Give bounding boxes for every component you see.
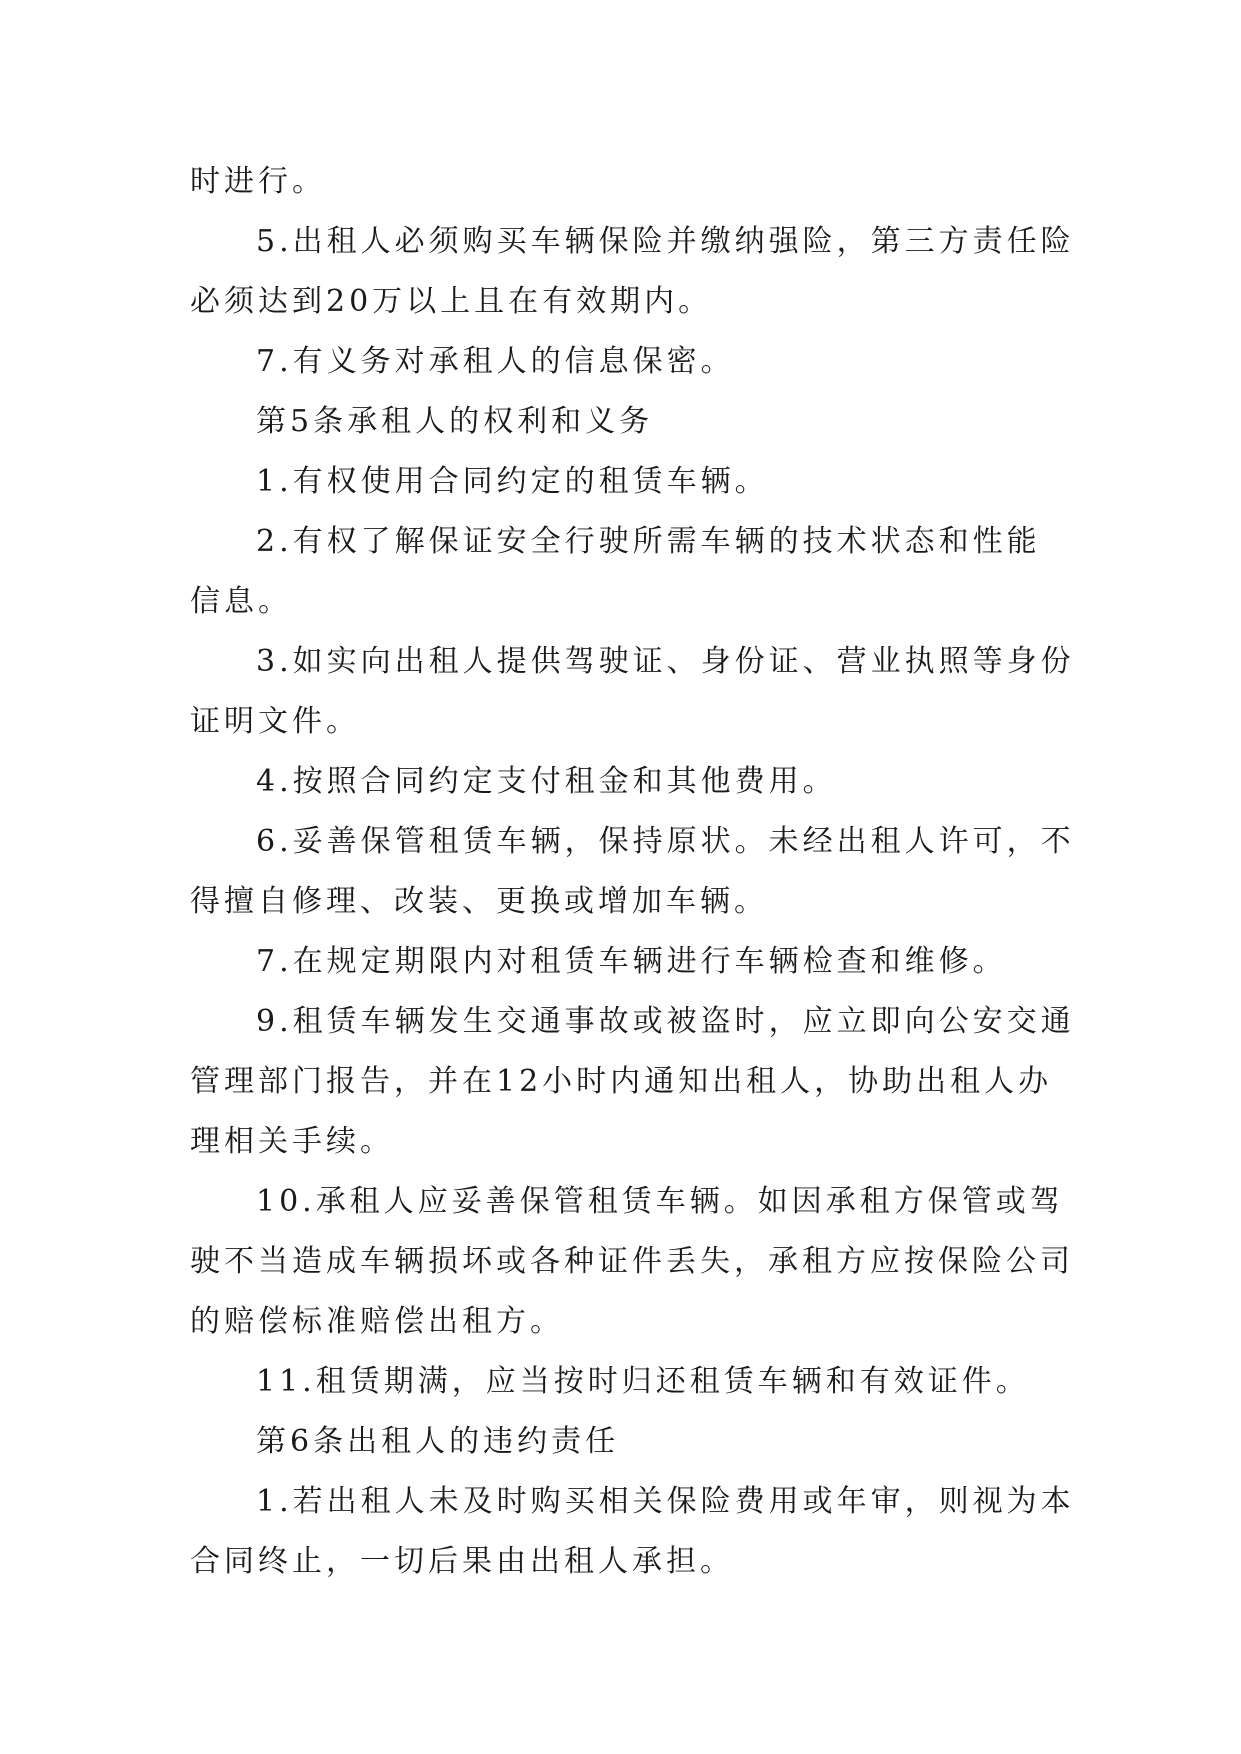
- text-line: 驶不当造成车辆损坏或各种证件丢失，承租方应按保险公司: [190, 1244, 1074, 1279]
- document-body: [190, 152, 1075, 1592]
- text-line: 5.出租人必须购买车辆保险并缴纳强险，第三方责任险: [256, 224, 1075, 259]
- text-line: 11.租赁期满，应当按时归还租赁车辆和有效证件。: [256, 1364, 1030, 1399]
- text-line: 4.按照合同约定支付租金和其他费用。: [256, 764, 837, 799]
- text-line: 7.有义务对承租人的信息保密。: [256, 344, 735, 379]
- text-line: 9.租赁车辆发生交通事故或被盗时，应立即向公安交通: [256, 1004, 1075, 1039]
- text-line: 7.在规定期限内对租赁车辆进行车辆检查和维修。: [256, 944, 1007, 979]
- section-heading: 第5条承租人的权利和义务: [256, 404, 654, 439]
- text-line: 1.有权使用合同约定的租赁车辆。: [256, 464, 769, 499]
- text-line: 10.承租人应妥善保管租赁车辆。如因承租方保管或驾: [256, 1184, 1064, 1219]
- text-line: 理相关手续。: [190, 1124, 394, 1159]
- text-line: 必须达到20万以上且在有效期内。: [190, 284, 713, 319]
- text-line: 信息。: [190, 584, 292, 619]
- text-line: 1.若出租人未及时购买相关保险费用或年审，则视为本: [256, 1484, 1075, 1519]
- text-line: 2.有权了解保证安全行驶所需车辆的技术状态和性能: [256, 524, 1041, 559]
- text-line: 管理部门报告，并在12小时内通知出租人，协助出租人办: [190, 1064, 1053, 1099]
- text-line: 的赔偿标准赔偿出租方。: [190, 1304, 564, 1339]
- text-line: 3.如实向出租人提供驾驶证、身份证、营业执照等身份: [256, 644, 1075, 679]
- text-line: 得擅自修理、改装、更换或增加车辆。: [190, 884, 768, 919]
- text-line: 合同终止，一切后果由出租人承担。: [190, 1544, 734, 1579]
- section-heading: 第6条出租人的违约责任: [256, 1424, 620, 1459]
- text-line: 时进行。: [190, 164, 326, 199]
- text-line: 6.妥善保管租赁车辆，保持原状。未经出租人许可，不: [256, 824, 1075, 859]
- text-line: 证明文件。: [190, 704, 360, 739]
